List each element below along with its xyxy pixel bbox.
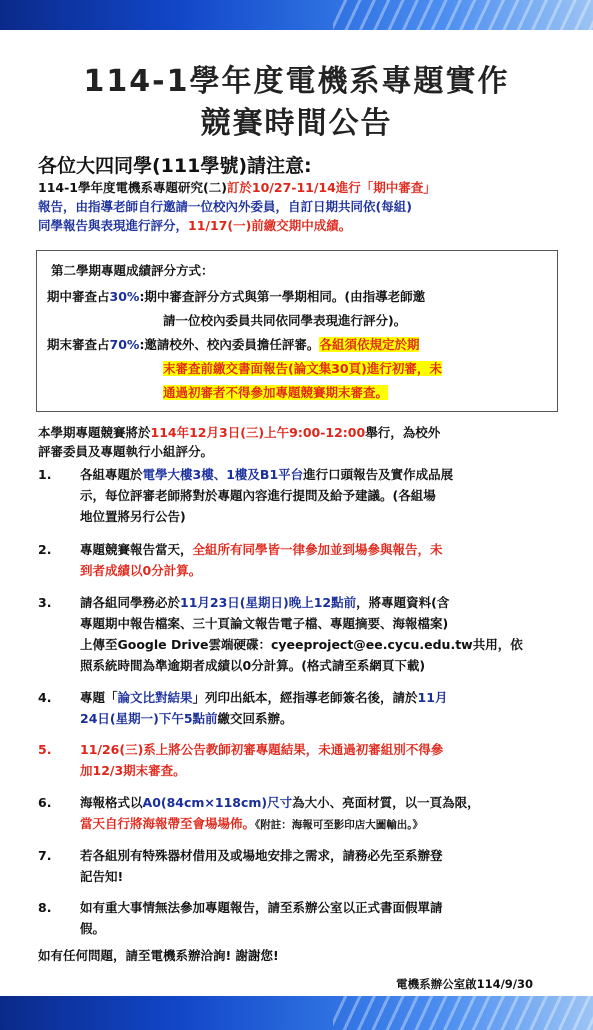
grading-header: 第二學期專題成績評分方式： [51, 263, 214, 278]
final-highlight: 末審查前繳交書面報告(論文集30頁)進行初審，未 [163, 361, 442, 376]
item-line [80, 708, 560, 729]
greeting: 各位大四同學(111學號)請注意: [38, 155, 312, 177]
item-line: 到者成績以0分計算。 [80, 563, 202, 578]
intro-line3 [38, 216, 558, 235]
item-number: 1. [38, 467, 52, 482]
signature: 電機系辦公室啟114/9/30 [396, 977, 533, 991]
final-percent: 70% [109, 337, 140, 352]
final-label: 期末審查占 [47, 337, 110, 352]
midterm-line2: 請一位校內委員共同依同學表現進行評分)。 [163, 313, 407, 328]
item-line: 照系統時間為準逾期者成績以0分計算。(格式請至系網頁下載) [80, 658, 426, 673]
item-number: 3. [38, 595, 52, 610]
bottom-banner [0, 996, 593, 1030]
item-line [80, 539, 560, 560]
item-number: 4. [38, 690, 52, 705]
item-text: ，將專題資料(含 [356, 595, 450, 610]
item-number: 8. [38, 900, 52, 915]
item-location: 電學大樓3樓、1樓及B1平台 [142, 467, 304, 482]
item-text: 海報格式以 [80, 795, 143, 810]
intro-text: 同學報告與表現進行評分， [38, 218, 189, 233]
item-text: 進行口頭報告及實作成品展 [303, 467, 454, 482]
poster-note: 《附註：海報可至影印店大圖輸出。》 [255, 819, 424, 831]
item-line: 加12/3期末審查。 [80, 763, 186, 778]
item-line: 上傳至Google Drive雲端硬碟：cyeeproject@ee.cycu.edu.tw共用，依 [80, 637, 523, 652]
midterm-percent: 30% [109, 289, 140, 304]
item-text: 為大小、亮面材質，以一頁為限， [292, 795, 480, 810]
banner-stripes [333, 0, 593, 30]
item-line: 假。 [80, 921, 106, 936]
intro-line1 [38, 178, 558, 197]
final-text: :邀請校外、校內委員擔任評審。 [139, 337, 320, 352]
final-highlight: 通過初審者不得參加專題競賽期末審查。 [163, 385, 389, 400]
intro-text: 114-1學年度電機系專題研究(二) [38, 180, 227, 195]
item-line [80, 792, 560, 813]
final-line3 [163, 383, 388, 401]
midterm-line [47, 287, 425, 305]
item-number: 6. [38, 795, 52, 810]
banner-stripes [333, 996, 593, 1030]
item-line: 專題期中報告檔案、三十頁論文報告電子檔、專題摘要、海報檔案) [80, 616, 449, 631]
item-line: 地位置將另行公告) [80, 509, 186, 524]
item-text: 請各組同學務必於 [80, 595, 181, 610]
plagiarism-report: 論文比對結果 [117, 690, 193, 705]
intro-line2: 報告，由指導老師自行邀請一位校內外委員，自訂日期共同依(每組) [38, 199, 412, 214]
item-line [80, 813, 560, 836]
intro-grade-deadline: 11/17(一)前繳交期中成績。 [188, 218, 352, 233]
submit-deadline: 11月 [417, 690, 448, 705]
final-highlight: 各組須依規定於期 [319, 337, 420, 352]
midterm-text: :期中審查評分方式與第一學期相同。(由指導老師邀 [139, 289, 426, 304]
submit-deadline: 24日(星期一)下午5點前 [80, 711, 218, 726]
closing-text: 如有任何問題，請至電機系辦洽詢! 謝謝您! [38, 948, 279, 963]
poster-size: A0(84cm×118cm)尺寸 [142, 795, 293, 810]
item-text: 專題「 [80, 690, 118, 705]
item-number: 2. [38, 542, 52, 557]
item-line: 記告知! [80, 869, 124, 884]
item-text: 各組專題於 [80, 467, 143, 482]
item-line: 示，每位評審老師將對於專題內容進行提問及給予建議。(各組場 [80, 488, 436, 503]
item-line [80, 464, 560, 485]
page-title-line2: 競賽時間公告 [200, 106, 393, 141]
announce-line1 [38, 423, 558, 442]
item-line: 若各組別有特殊器材借用及或場地安排之需求，請務必先至系辦登 [80, 848, 443, 863]
item-line [80, 592, 560, 613]
item-line: 11/26(三)系上將公告教師初審專題結果，未通過初審組別不得參 [80, 742, 444, 757]
item-text: 」列印出紙本，經指導老師簽名後，請於 [192, 690, 418, 705]
item-number: 5. [38, 742, 52, 757]
midterm-label: 期中審查占 [47, 289, 110, 304]
final-line [47, 335, 419, 353]
announce-line2: 評審委員及專題執行小組評分。 [38, 444, 214, 459]
grading-box [36, 250, 558, 412]
top-banner [0, 0, 593, 30]
competition-date: 114年12月3日(三)上午9:00-12:00 [150, 425, 366, 440]
item-text: 專題競賽報告當天， [80, 542, 193, 557]
final-line2 [163, 359, 442, 377]
item-text: 繳交回系辦。 [217, 711, 293, 726]
item-warning: 全組所有同學皆一律參加並到場參與報告，未 [192, 542, 443, 557]
page-title-line1: 114-1學年度電機系專題實作 [83, 64, 510, 99]
poster-instruction: 當天自行將海報帶至會場場佈。 [80, 816, 256, 831]
announce-text: 舉行，為校外 [365, 425, 441, 440]
item-number: 7. [38, 848, 52, 863]
item-line: 如有重大事情無法參加專題報告，請至系辦公室以正式書面假單請 [80, 900, 443, 915]
intro-deadline: 訂於10/27-11/14進行「期中審查」 [226, 180, 436, 195]
item-line [80, 687, 560, 708]
announce-text: 本學期專題競賽將於 [38, 425, 151, 440]
upload-deadline: 11月23日(星期日)晚上12點前 [180, 595, 357, 610]
